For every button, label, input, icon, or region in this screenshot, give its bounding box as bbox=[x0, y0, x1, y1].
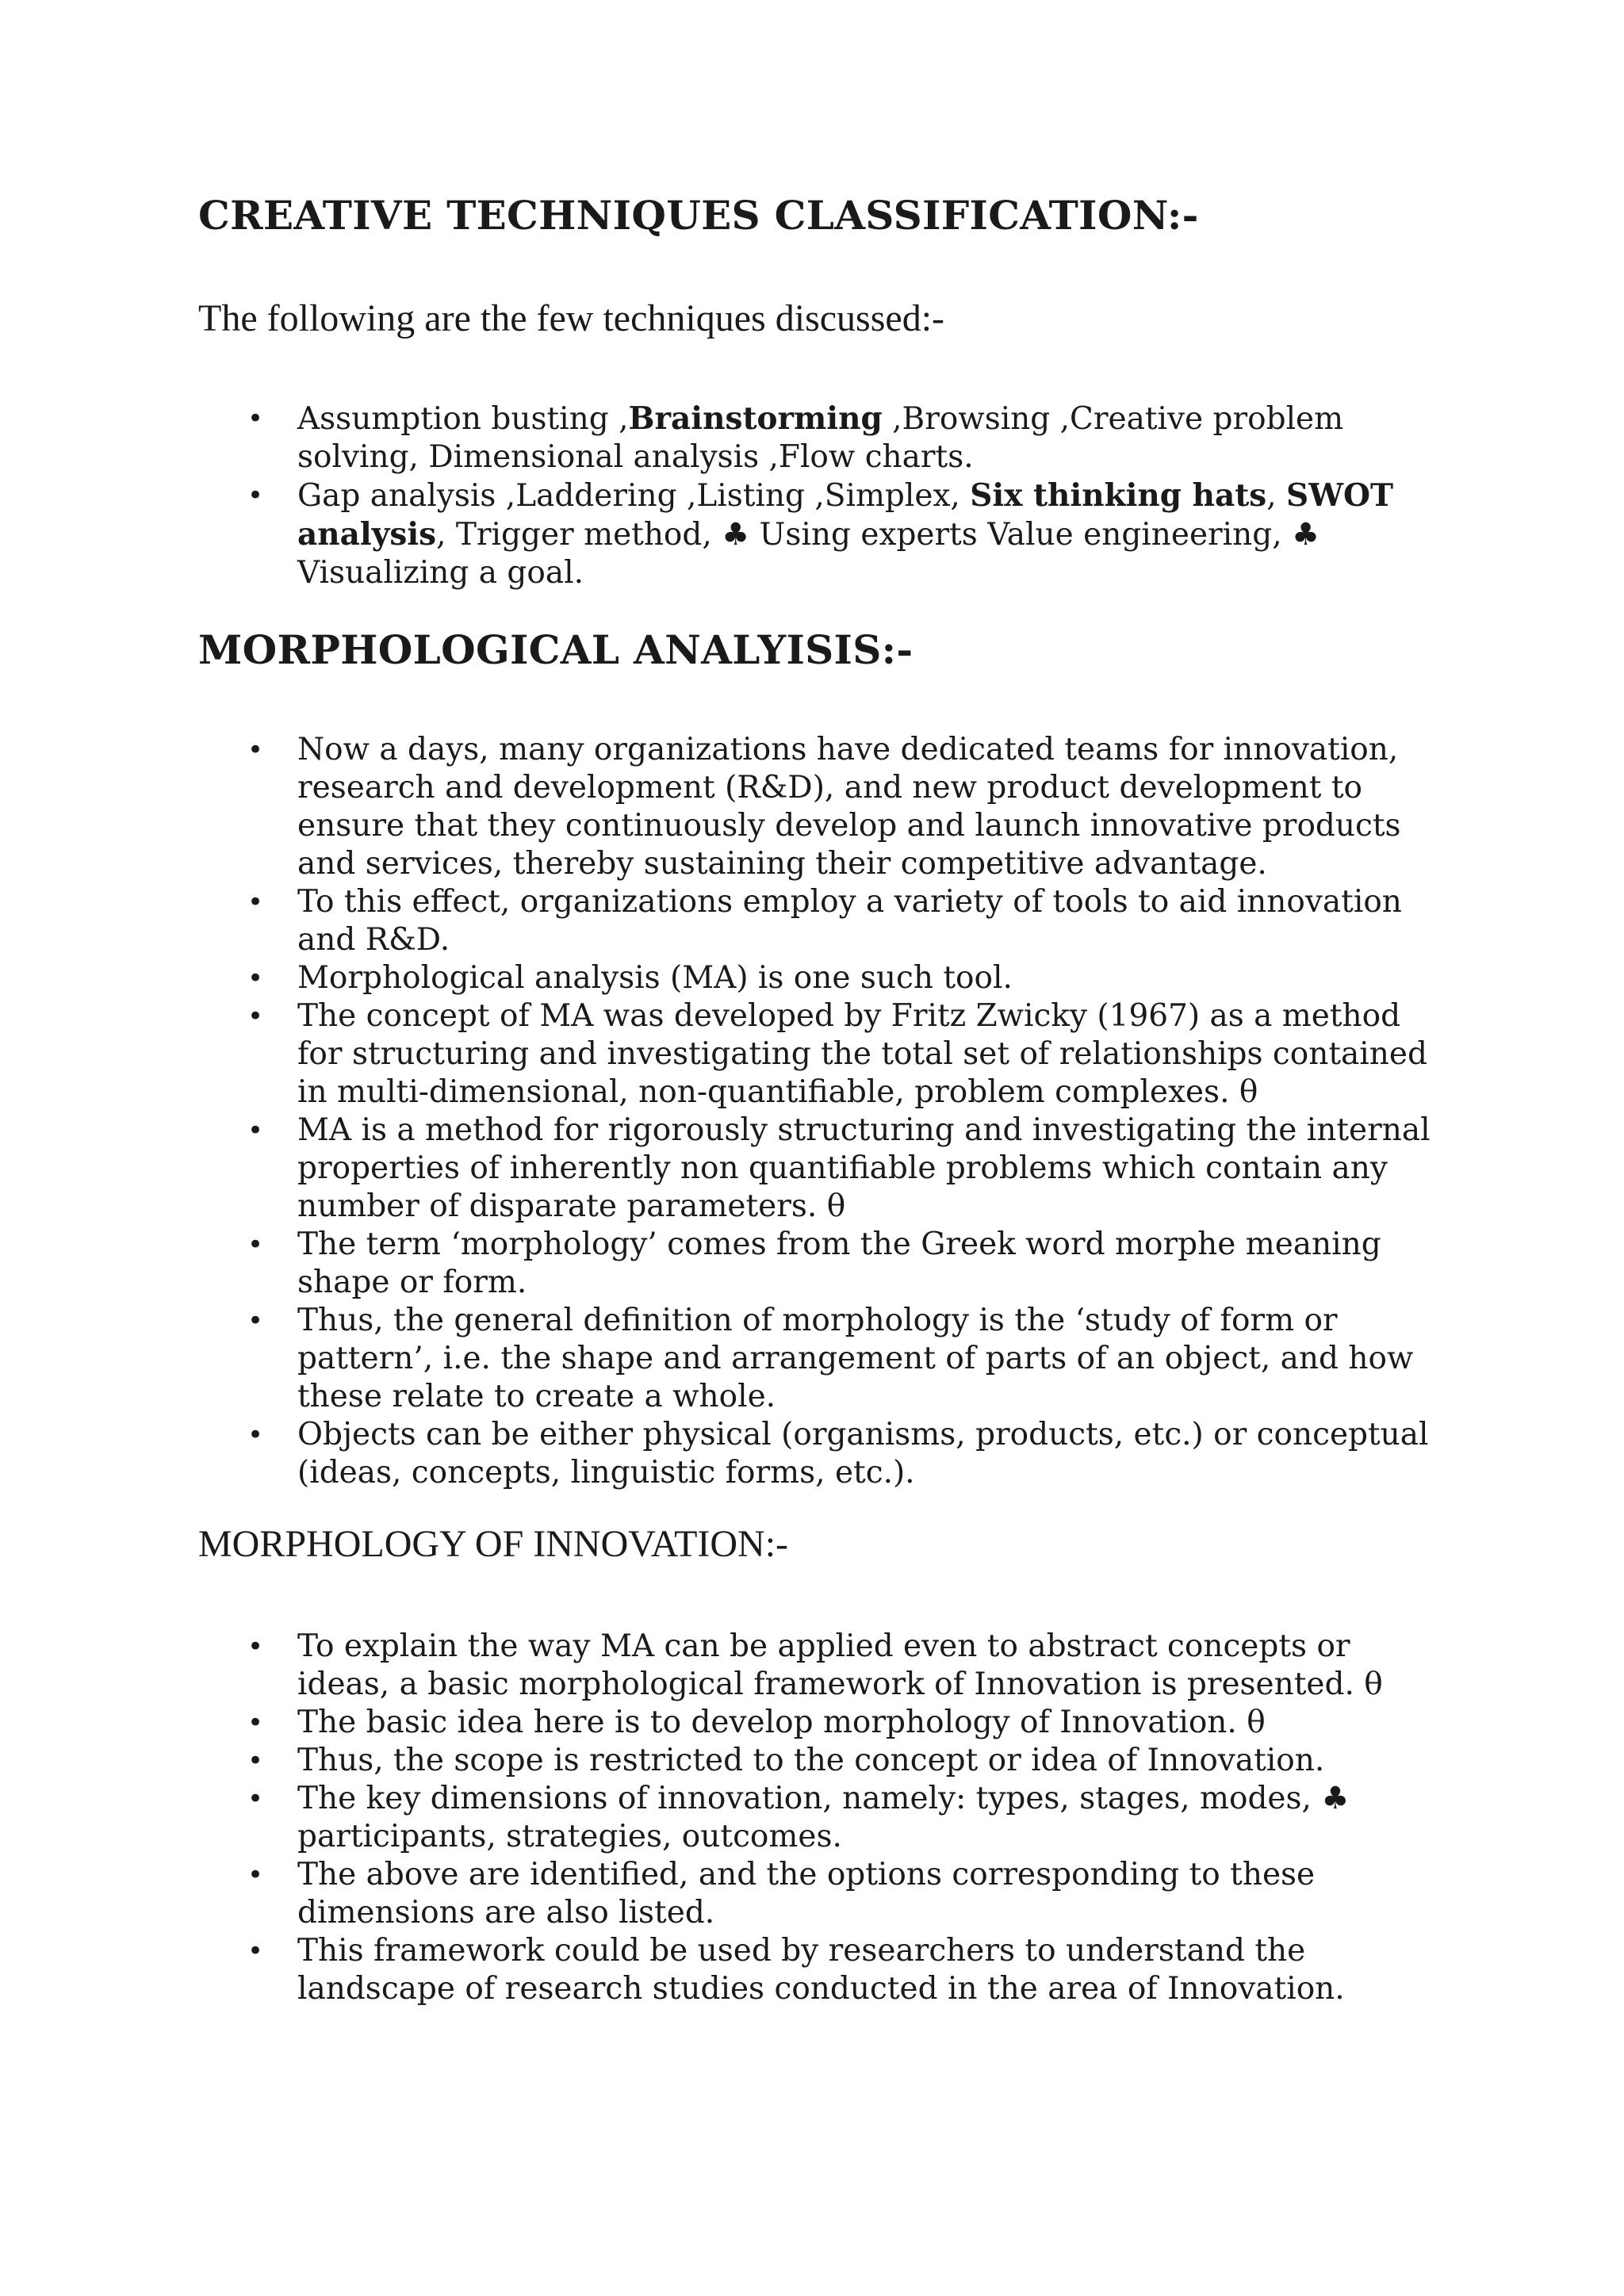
text-run: To this effect, organizations employ a variety of tools to aid innovation and R&D. bbox=[297, 884, 1402, 958]
bullet-item bbox=[0, 731, 1443, 883]
bullet-item bbox=[0, 1742, 1443, 1780]
text-run: Assumption busting , bbox=[297, 401, 629, 437]
text-run: Thus, the scope is restricted to the concept or idea of Innovation. bbox=[297, 1743, 1325, 1778]
text-run: Thus, the general definition of morphology is the ‘study of form or pattern’, i.e. the shape and arrangement of parts of an object, and how these relate to create a whole. bbox=[297, 1303, 1414, 1414]
bullet-item bbox=[0, 883, 1443, 959]
text-run: Gap analysis ,Laddering ,Listing ,Simplex, bbox=[297, 478, 971, 514]
bullet-list-creative-techniques bbox=[0, 400, 1443, 592]
text-run: The term ‘morphology’ comes from the Greek word morphe meaning shape or form. bbox=[297, 1226, 1381, 1300]
text-run: To explain the way MA can be applied even to abstract concepts or ideas, a basic morphological framework of Innovation is presented. θ bbox=[297, 1628, 1383, 1702]
section-heading-morphological-analysis: MORPHOLOGICAL ANALYISIS:- bbox=[198, 626, 914, 673]
bullet-item bbox=[0, 1302, 1443, 1416]
text-run: , Trigger method, ♣ Using experts Value engineering, ♣ Visualizing a goal. bbox=[297, 517, 1320, 591]
bullet-item bbox=[0, 997, 1443, 1112]
bullet-item bbox=[0, 1856, 1443, 1932]
text-run: , bbox=[1266, 478, 1287, 514]
bullet-item bbox=[0, 1416, 1443, 1492]
bullet-item bbox=[0, 400, 1443, 476]
bullet-item bbox=[0, 1780, 1443, 1856]
bullet-item bbox=[0, 1112, 1443, 1226]
text-run: Objects can be either physical (organisms, products, etc.) or conceptual (ideas, concepts, linguistic forms, etc.). bbox=[297, 1417, 1429, 1490]
bullet-item bbox=[0, 476, 1443, 592]
bullet-item bbox=[0, 1932, 1443, 2008]
text-run: MA is a method for rigorously structuring and investigating the internal properties of inherently non quantifiable problems which contain any number of disparate parameters. θ bbox=[297, 1112, 1431, 1224]
text-run: Morphological analysis (MA) is one such tool. bbox=[297, 960, 1013, 996]
section-intro: The following are the few techniques discussed:- bbox=[198, 297, 945, 339]
text-run: The key dimensions of innovation, namely: types, stages, modes, ♣ participants, strategies, outcomes. bbox=[297, 1781, 1350, 1854]
text-run: The above are identified, and the options corresponding to these dimensions are also listed. bbox=[297, 1857, 1316, 1931]
text-run: ,Browsing ,Creative problem solving, Dimensional analysis ,Flow charts. bbox=[297, 401, 1344, 475]
text-run: This framework could be used by researchers to understand the landscape of research studies conducted in the area of Innovation. bbox=[297, 1933, 1345, 2007]
bold-text: Brainstorming bbox=[628, 400, 883, 437]
bold-text: Six thinking hats bbox=[970, 477, 1267, 514]
bullet-item bbox=[0, 1628, 1443, 1704]
bullet-item bbox=[0, 1226, 1443, 1302]
section-heading-creative-techniques: CREATIVE TECHNIQUES CLASSIFICATION:- bbox=[198, 192, 1199, 239]
section-heading-morphology-of-innovation: MORPHOLOGY OF INNOVATION:- bbox=[198, 1523, 789, 1565]
bullet-list-morphological-analysis bbox=[0, 731, 1443, 1492]
bullet-item bbox=[0, 959, 1443, 997]
bold-text: SWOT analysis bbox=[297, 477, 1393, 553]
text-run: Now a days, many organizations have dedicated teams for innovation, research and development (R&D), and new product development to ensure that they continuously develop and launch innovative products and services, thereby sustaining their competitive advantage. bbox=[297, 732, 1401, 882]
text-run: The concept of MA was developed by Fritz Zwicky (1967) as a method for structuring and investigating the total set of relationships contained in multi-dimensional, non-quantifiable, problem complexes. θ bbox=[297, 998, 1427, 1110]
text-run: The basic idea here is to develop morphology of Innovation. θ bbox=[297, 1705, 1266, 1740]
bullet-list-morphology-of-innovation bbox=[0, 1628, 1443, 2008]
bullet-item bbox=[0, 1704, 1443, 1742]
